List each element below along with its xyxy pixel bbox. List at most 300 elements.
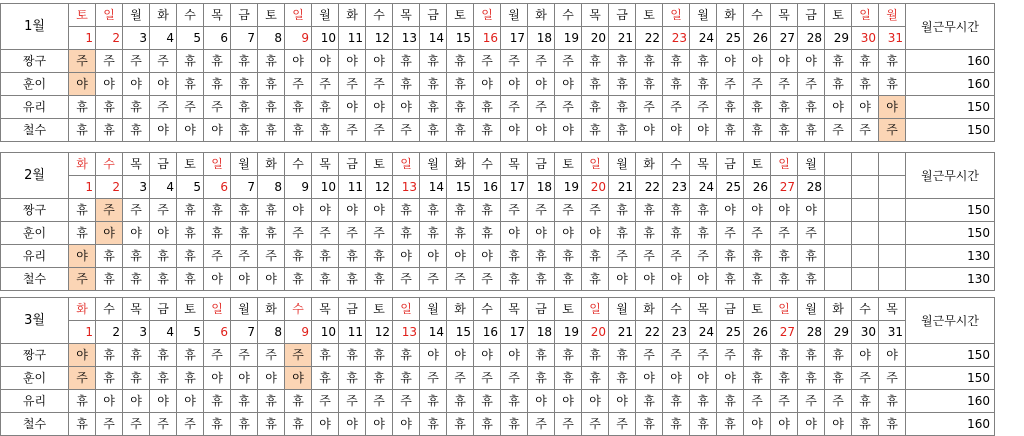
shift-cell[interactable]: 주 [798, 390, 825, 413]
shift-cell[interactable]: 야 [663, 119, 690, 142]
shift-cell[interactable]: 휴 [393, 367, 420, 390]
shift-cell[interactable]: 야 [420, 245, 447, 268]
shift-cell[interactable]: 휴 [420, 390, 447, 413]
shift-cell[interactable]: 휴 [258, 119, 285, 142]
shift-cell[interactable]: 야 [69, 245, 96, 268]
shift-cell[interactable]: 휴 [501, 390, 528, 413]
shift-cell[interactable]: 휴 [663, 199, 690, 222]
shift-cell[interactable]: 야 [150, 222, 177, 245]
shift-cell[interactable]: 휴 [231, 390, 258, 413]
shift-cell[interactable]: 주 [447, 367, 474, 390]
shift-cell[interactable]: 주 [231, 245, 258, 268]
shift-cell[interactable]: 휴 [663, 73, 690, 96]
shift-cell[interactable]: 휴 [717, 96, 744, 119]
shift-cell[interactable]: 주 [744, 222, 771, 245]
shift-cell[interactable]: 휴 [150, 268, 177, 291]
shift-cell[interactable]: 휴 [339, 344, 366, 367]
shift-cell[interactable]: 휴 [285, 96, 312, 119]
shift-cell[interactable]: 야 [582, 222, 609, 245]
shift-cell[interactable]: 휴 [177, 199, 204, 222]
shift-cell[interactable]: 휴 [420, 96, 447, 119]
shift-cell[interactable]: 주 [204, 96, 231, 119]
shift-cell[interactable]: 주 [528, 96, 555, 119]
shift-cell[interactable] [852, 199, 879, 222]
shift-cell[interactable]: 휴 [609, 119, 636, 142]
shift-cell[interactable]: 휴 [798, 119, 825, 142]
shift-cell[interactable]: 주 [393, 119, 420, 142]
shift-cell[interactable]: 휴 [447, 50, 474, 73]
shift-cell[interactable]: 주 [420, 268, 447, 291]
shift-cell[interactable]: 야 [528, 119, 555, 142]
shift-cell[interactable]: 휴 [447, 73, 474, 96]
shift-cell[interactable]: 야 [339, 50, 366, 73]
shift-cell[interactable]: 휴 [177, 222, 204, 245]
shift-cell[interactable]: 주 [663, 96, 690, 119]
shift-cell[interactable]: 휴 [150, 367, 177, 390]
shift-cell[interactable]: 휴 [528, 268, 555, 291]
shift-cell[interactable]: 휴 [231, 199, 258, 222]
shift-cell[interactable]: 휴 [123, 268, 150, 291]
shift-cell[interactable]: 주 [825, 119, 852, 142]
shift-cell[interactable]: 주 [798, 222, 825, 245]
shift-cell[interactable]: 휴 [852, 413, 879, 436]
shift-cell[interactable]: 야 [528, 390, 555, 413]
shift-cell[interactable]: 휴 [420, 222, 447, 245]
shift-cell[interactable]: 야 [312, 413, 339, 436]
shift-cell[interactable]: 주 [339, 119, 366, 142]
shift-cell[interactable]: 주 [474, 367, 501, 390]
shift-cell[interactable]: 휴 [636, 199, 663, 222]
shift-cell[interactable]: 주 [312, 73, 339, 96]
shift-cell[interactable]: 휴 [258, 222, 285, 245]
shift-cell[interactable]: 휴 [231, 222, 258, 245]
shift-cell[interactable]: 휴 [447, 96, 474, 119]
shift-cell[interactable]: 주 [555, 96, 582, 119]
shift-cell[interactable]: 휴 [582, 119, 609, 142]
shift-cell[interactable]: 휴 [474, 96, 501, 119]
shift-cell[interactable]: 휴 [204, 73, 231, 96]
shift-cell[interactable]: 휴 [474, 413, 501, 436]
shift-cell[interactable]: 주 [609, 245, 636, 268]
shift-cell[interactable]: 휴 [312, 367, 339, 390]
shift-cell[interactable]: 휴 [285, 245, 312, 268]
shift-cell[interactable]: 휴 [420, 413, 447, 436]
shift-cell[interactable]: 휴 [555, 268, 582, 291]
shift-cell[interactable]: 주 [582, 199, 609, 222]
shift-cell[interactable]: 휴 [231, 73, 258, 96]
shift-cell[interactable]: 주 [879, 119, 906, 142]
shift-cell[interactable]: 야 [501, 73, 528, 96]
shift-cell[interactable]: 야 [717, 199, 744, 222]
shift-cell[interactable]: 휴 [312, 268, 339, 291]
shift-cell[interactable]: 휴 [717, 245, 744, 268]
shift-cell[interactable]: 휴 [663, 390, 690, 413]
shift-cell[interactable]: 주 [366, 73, 393, 96]
shift-cell[interactable]: 주 [717, 73, 744, 96]
shift-cell[interactable]: 휴 [231, 119, 258, 142]
shift-cell[interactable]: 휴 [798, 367, 825, 390]
shift-cell[interactable]: 주 [150, 50, 177, 73]
shift-cell[interactable]: 휴 [231, 50, 258, 73]
shift-cell[interactable]: 휴 [69, 96, 96, 119]
shift-cell[interactable]: 주 [528, 50, 555, 73]
shift-cell[interactable]: 야 [177, 119, 204, 142]
shift-cell[interactable]: 주 [798, 73, 825, 96]
shift-cell[interactable]: 휴 [258, 413, 285, 436]
shift-cell[interactable]: 야 [636, 119, 663, 142]
shift-cell[interactable]: 휴 [582, 268, 609, 291]
shift-cell[interactable]: 야 [555, 119, 582, 142]
shift-cell[interactable]: 주 [96, 413, 123, 436]
shift-cell[interactable]: 주 [96, 199, 123, 222]
shift-cell[interactable]: 주 [285, 344, 312, 367]
shift-cell[interactable]: 야 [366, 96, 393, 119]
shift-cell[interactable]: 주 [96, 50, 123, 73]
shift-cell[interactable]: 야 [771, 199, 798, 222]
shift-cell[interactable]: 휴 [123, 344, 150, 367]
shift-cell[interactable]: 주 [555, 413, 582, 436]
shift-cell[interactable]: 휴 [258, 73, 285, 96]
shift-cell[interactable]: 휴 [582, 50, 609, 73]
shift-cell[interactable]: 주 [285, 222, 312, 245]
shift-cell[interactable]: 주 [636, 245, 663, 268]
shift-cell[interactable]: 휴 [744, 367, 771, 390]
shift-cell[interactable]: 주 [312, 390, 339, 413]
shift-cell[interactable]: 휴 [825, 50, 852, 73]
shift-cell[interactable]: 주 [150, 96, 177, 119]
shift-cell[interactable]: 주 [690, 245, 717, 268]
shift-cell[interactable]: 야 [663, 367, 690, 390]
shift-cell[interactable] [852, 268, 879, 291]
shift-cell[interactable]: 야 [555, 73, 582, 96]
shift-cell[interactable]: 휴 [501, 268, 528, 291]
shift-cell[interactable]: 주 [339, 222, 366, 245]
shift-cell[interactable]: 주 [339, 73, 366, 96]
shift-cell[interactable]: 야 [96, 390, 123, 413]
shift-cell[interactable]: 주 [555, 50, 582, 73]
shift-cell[interactable]: 야 [609, 268, 636, 291]
shift-cell[interactable]: 야 [744, 413, 771, 436]
shift-cell[interactable]: 휴 [96, 245, 123, 268]
shift-cell[interactable]: 주 [150, 413, 177, 436]
shift-cell[interactable]: 야 [420, 344, 447, 367]
shift-cell[interactable]: 주 [312, 222, 339, 245]
shift-cell[interactable]: 휴 [420, 73, 447, 96]
shift-cell[interactable]: 휴 [393, 344, 420, 367]
shift-cell[interactable]: 휴 [420, 119, 447, 142]
shift-cell[interactable]: 휴 [231, 413, 258, 436]
shift-cell[interactable]: 주 [69, 268, 96, 291]
shift-cell[interactable]: 휴 [204, 222, 231, 245]
shift-cell[interactable]: 야 [798, 50, 825, 73]
shift-cell[interactable]: 주 [690, 96, 717, 119]
shift-cell[interactable]: 휴 [339, 245, 366, 268]
shift-cell[interactable]: 휴 [771, 367, 798, 390]
shift-cell[interactable]: 야 [501, 344, 528, 367]
shift-cell[interactable]: 휴 [96, 344, 123, 367]
shift-cell[interactable]: 휴 [825, 73, 852, 96]
shift-cell[interactable]: 야 [609, 390, 636, 413]
shift-cell[interactable]: 휴 [474, 390, 501, 413]
shift-cell[interactable]: 주 [744, 73, 771, 96]
shift-cell[interactable]: 휴 [447, 199, 474, 222]
shift-cell[interactable]: 휴 [393, 199, 420, 222]
shift-cell[interactable]: 주 [285, 73, 312, 96]
shift-cell[interactable]: 휴 [609, 73, 636, 96]
shift-cell[interactable]: 야 [96, 222, 123, 245]
shift-cell[interactable]: 휴 [771, 268, 798, 291]
shift-cell[interactable]: 야 [177, 390, 204, 413]
shift-cell[interactable]: 휴 [69, 222, 96, 245]
shift-cell[interactable]: 휴 [690, 50, 717, 73]
shift-cell[interactable]: 휴 [204, 50, 231, 73]
shift-cell[interactable]: 휴 [474, 222, 501, 245]
shift-cell[interactable]: 휴 [150, 245, 177, 268]
shift-cell[interactable]: 휴 [825, 344, 852, 367]
shift-cell[interactable]: 휴 [501, 245, 528, 268]
shift-cell[interactable]: 주 [771, 73, 798, 96]
shift-cell[interactable]: 야 [204, 268, 231, 291]
shift-cell[interactable]: 야 [123, 73, 150, 96]
shift-cell[interactable]: 야 [636, 367, 663, 390]
shift-cell[interactable]: 휴 [393, 73, 420, 96]
shift-cell[interactable]: 휴 [663, 413, 690, 436]
shift-cell[interactable]: 휴 [258, 199, 285, 222]
shift-cell[interactable] [879, 222, 906, 245]
shift-cell[interactable]: 야 [285, 50, 312, 73]
shift-cell[interactable]: 주 [123, 199, 150, 222]
shift-cell[interactable]: 주 [555, 199, 582, 222]
shift-cell[interactable]: 휴 [96, 367, 123, 390]
shift-cell[interactable]: 야 [582, 390, 609, 413]
shift-cell[interactable]: 야 [123, 390, 150, 413]
shift-cell[interactable]: 휴 [123, 119, 150, 142]
shift-cell[interactable]: 주 [879, 367, 906, 390]
shift-cell[interactable]: 휴 [69, 199, 96, 222]
shift-cell[interactable]: 주 [258, 344, 285, 367]
shift-cell[interactable] [825, 222, 852, 245]
shift-cell[interactable]: 야 [204, 367, 231, 390]
shift-cell[interactable]: 야 [690, 119, 717, 142]
shift-cell[interactable]: 야 [339, 96, 366, 119]
shift-cell[interactable]: 휴 [582, 96, 609, 119]
shift-cell[interactable]: 휴 [231, 96, 258, 119]
shift-cell[interactable]: 주 [717, 344, 744, 367]
shift-cell[interactable]: 휴 [177, 245, 204, 268]
shift-cell[interactable]: 휴 [528, 367, 555, 390]
shift-cell[interactable]: 야 [150, 119, 177, 142]
shift-cell[interactable]: 휴 [150, 344, 177, 367]
shift-cell[interactable]: 휴 [96, 119, 123, 142]
shift-cell[interactable]: 야 [879, 96, 906, 119]
shift-cell[interactable]: 휴 [312, 344, 339, 367]
shift-cell[interactable]: 휴 [312, 119, 339, 142]
shift-cell[interactable]: 주 [123, 413, 150, 436]
shift-cell[interactable]: 야 [852, 344, 879, 367]
shift-cell[interactable]: 야 [447, 245, 474, 268]
shift-cell[interactable]: 휴 [285, 268, 312, 291]
shift-cell[interactable]: 휴 [447, 119, 474, 142]
shift-cell[interactable]: 휴 [717, 390, 744, 413]
shift-cell[interactable]: 휴 [636, 222, 663, 245]
shift-cell[interactable]: 야 [690, 367, 717, 390]
shift-cell[interactable]: 주 [501, 367, 528, 390]
shift-cell[interactable]: 야 [528, 222, 555, 245]
shift-cell[interactable]: 주 [501, 199, 528, 222]
shift-cell[interactable]: 휴 [447, 390, 474, 413]
shift-cell[interactable]: 야 [393, 96, 420, 119]
shift-cell[interactable]: 휴 [690, 390, 717, 413]
shift-cell[interactable]: 주 [393, 390, 420, 413]
shift-cell[interactable]: 휴 [177, 367, 204, 390]
shift-cell[interactable]: 주 [744, 390, 771, 413]
shift-cell[interactable]: 주 [69, 367, 96, 390]
shift-cell[interactable]: 주 [366, 390, 393, 413]
shift-cell[interactable]: 휴 [96, 268, 123, 291]
shift-cell[interactable] [879, 199, 906, 222]
shift-cell[interactable]: 주 [204, 344, 231, 367]
shift-cell[interactable]: 야 [285, 199, 312, 222]
shift-cell[interactable]: 휴 [717, 268, 744, 291]
shift-cell[interactable]: 야 [825, 96, 852, 119]
shift-cell[interactable]: 휴 [690, 199, 717, 222]
shift-cell[interactable]: 야 [366, 413, 393, 436]
shift-cell[interactable]: 야 [366, 199, 393, 222]
shift-cell[interactable] [852, 245, 879, 268]
shift-cell[interactable]: 야 [339, 413, 366, 436]
shift-cell[interactable]: 휴 [852, 50, 879, 73]
shift-cell[interactable]: 주 [852, 119, 879, 142]
shift-cell[interactable]: 휴 [744, 245, 771, 268]
shift-cell[interactable]: 주 [177, 413, 204, 436]
shift-cell[interactable]: 야 [231, 367, 258, 390]
shift-cell[interactable]: 주 [636, 96, 663, 119]
shift-cell[interactable]: 휴 [366, 245, 393, 268]
shift-cell[interactable]: 휴 [771, 96, 798, 119]
shift-cell[interactable]: 휴 [609, 344, 636, 367]
shift-cell[interactable]: 야 [123, 222, 150, 245]
shift-cell[interactable]: 주 [852, 367, 879, 390]
shift-cell[interactable]: 휴 [393, 50, 420, 73]
shift-cell[interactable]: 휴 [771, 245, 798, 268]
shift-cell[interactable]: 휴 [420, 199, 447, 222]
shift-cell[interactable]: 주 [393, 268, 420, 291]
shift-cell[interactable]: 야 [474, 245, 501, 268]
shift-cell[interactable]: 야 [636, 268, 663, 291]
shift-cell[interactable]: 휴 [177, 50, 204, 73]
shift-cell[interactable]: 휴 [609, 367, 636, 390]
shift-cell[interactable]: 휴 [69, 413, 96, 436]
shift-cell[interactable]: 휴 [204, 413, 231, 436]
shift-cell[interactable]: 휴 [177, 268, 204, 291]
shift-cell[interactable]: 휴 [582, 245, 609, 268]
shift-cell[interactable]: 휴 [879, 50, 906, 73]
shift-cell[interactable]: 휴 [825, 367, 852, 390]
shift-cell[interactable]: 야 [204, 119, 231, 142]
shift-cell[interactable]: 휴 [798, 268, 825, 291]
shift-cell[interactable]: 야 [771, 413, 798, 436]
shift-cell[interactable]: 휴 [609, 50, 636, 73]
shift-cell[interactable]: 휴 [555, 344, 582, 367]
shift-cell[interactable]: 휴 [123, 367, 150, 390]
shift-cell[interactable]: 야 [285, 367, 312, 390]
shift-cell[interactable]: 휴 [636, 73, 663, 96]
shift-cell[interactable]: 야 [852, 96, 879, 119]
shift-cell[interactable]: 휴 [582, 344, 609, 367]
shift-cell[interactable]: 주 [690, 344, 717, 367]
shift-cell[interactable]: 휴 [771, 119, 798, 142]
shift-cell[interactable] [852, 222, 879, 245]
shift-cell[interactable]: 주 [717, 222, 744, 245]
shift-cell[interactable]: 휴 [285, 413, 312, 436]
shift-cell[interactable]: 야 [312, 199, 339, 222]
shift-cell[interactable]: 휴 [258, 390, 285, 413]
shift-cell[interactable]: 주 [258, 245, 285, 268]
shift-cell[interactable] [825, 268, 852, 291]
shift-cell[interactable]: 휴 [312, 245, 339, 268]
shift-cell[interactable] [879, 245, 906, 268]
shift-cell[interactable]: 휴 [744, 268, 771, 291]
shift-cell[interactable]: 주 [366, 119, 393, 142]
shift-cell[interactable]: 휴 [258, 50, 285, 73]
shift-cell[interactable]: 주 [663, 245, 690, 268]
shift-cell[interactable]: 야 [393, 245, 420, 268]
shift-cell[interactable]: 주 [447, 268, 474, 291]
shift-cell[interactable]: 휴 [123, 245, 150, 268]
shift-cell[interactable]: 휴 [717, 119, 744, 142]
shift-cell[interactable]: 주 [528, 199, 555, 222]
shift-cell[interactable]: 주 [825, 390, 852, 413]
shift-cell[interactable]: 주 [474, 268, 501, 291]
shift-cell[interactable]: 휴 [555, 367, 582, 390]
shift-cell[interactable]: 야 [798, 413, 825, 436]
shift-cell[interactable]: 야 [501, 119, 528, 142]
shift-cell[interactable]: 주 [636, 344, 663, 367]
shift-cell[interactable]: 휴 [69, 390, 96, 413]
shift-cell[interactable]: 주 [771, 390, 798, 413]
shift-cell[interactable]: 휴 [204, 199, 231, 222]
shift-cell[interactable]: 휴 [366, 344, 393, 367]
shift-cell[interactable]: 야 [555, 222, 582, 245]
shift-cell[interactable]: 휴 [339, 367, 366, 390]
shift-cell[interactable]: 휴 [339, 268, 366, 291]
shift-cell[interactable]: 휴 [852, 390, 879, 413]
shift-cell[interactable]: 주 [339, 390, 366, 413]
shift-cell[interactable]: 야 [879, 344, 906, 367]
shift-cell[interactable]: 야 [96, 73, 123, 96]
shift-cell[interactable]: 휴 [636, 390, 663, 413]
shift-cell[interactable]: 휴 [744, 344, 771, 367]
shift-cell[interactable]: 주 [231, 344, 258, 367]
shift-cell[interactable]: 휴 [366, 268, 393, 291]
shift-cell[interactable]: 휴 [204, 390, 231, 413]
shift-cell[interactable]: 휴 [744, 96, 771, 119]
shift-cell[interactable]: 휴 [447, 222, 474, 245]
shift-cell[interactable]: 휴 [798, 245, 825, 268]
shift-cell[interactable]: 휴 [582, 73, 609, 96]
shift-cell[interactable]: 휴 [798, 344, 825, 367]
shift-cell[interactable]: 야 [528, 73, 555, 96]
shift-cell[interactable]: 주 [123, 50, 150, 73]
shift-cell[interactable]: 야 [69, 73, 96, 96]
shift-cell[interactable]: 휴 [609, 222, 636, 245]
shift-cell[interactable]: 휴 [474, 199, 501, 222]
shift-cell[interactable]: 야 [474, 344, 501, 367]
shift-cell[interactable]: 휴 [879, 413, 906, 436]
shift-cell[interactable]: 휴 [96, 96, 123, 119]
shift-cell[interactable]: 주 [366, 222, 393, 245]
shift-cell[interactable]: 야 [744, 199, 771, 222]
